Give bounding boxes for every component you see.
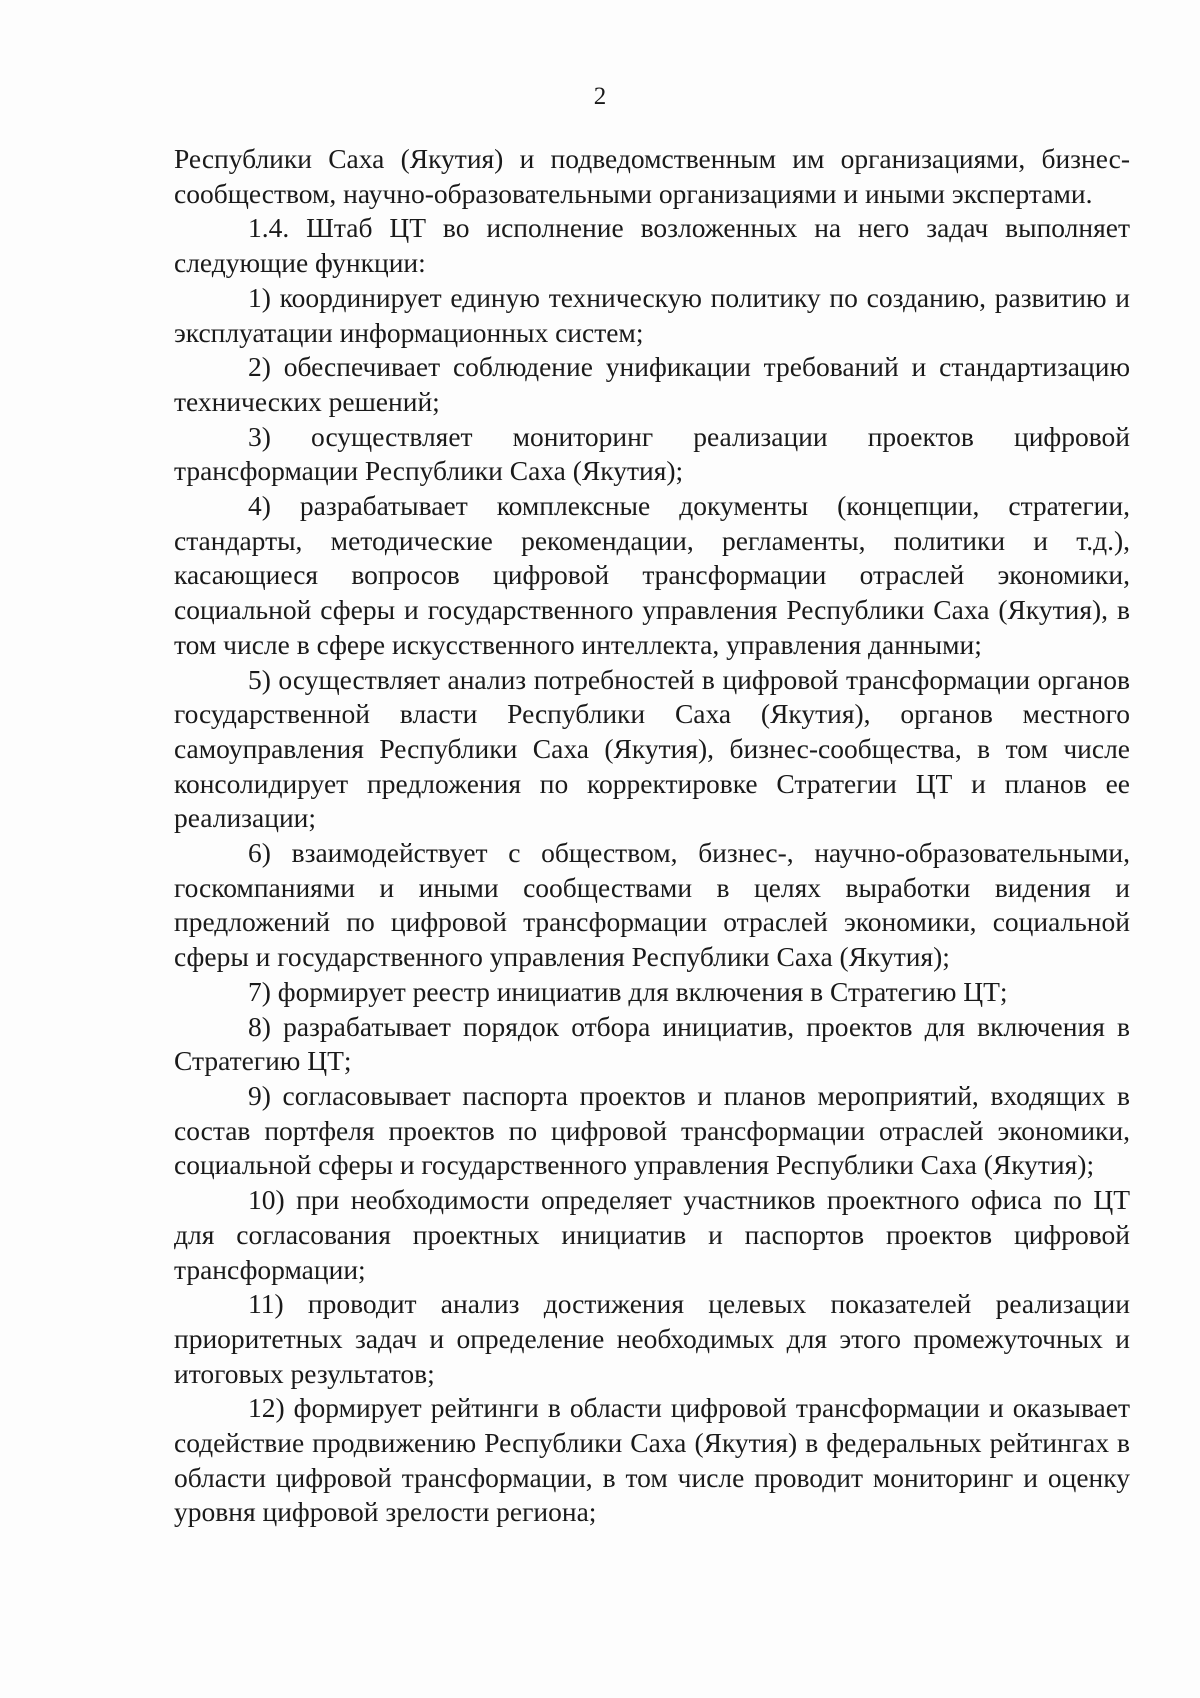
list-item-3: 3) осуществляет мониторинг реализации проектов цифровой трансформации Республики Саха (Якутия);	[174, 420, 1130, 487]
list-item-6: 6) взаимодействует с обществом, бизнес-, научно-образовательными, госкомпаниями и иными сообществами в целях выработки видения и предложений по цифровой трансформации отраслей экономики, социальной сферы и государственного управления Республики Саха (Якутия);	[174, 837, 1130, 973]
paragraph-continuation: Республики Саха (Якутия) и подведомственным им организациями, бизнес-сообществом, научно-образовательными организациями и иными экспертами.	[174, 143, 1130, 209]
list-item-4: 4) разрабатывает комплексные документы (концепции, стратегии, стандарты, методические рекомендации, регламенты, политики и т.д.), касающиеся вопросов цифровой трансформации отраслей экономики, социальной сферы и государственного управления Республики Саха (Якутия), в том числе в сфере искусственного интеллекта, управления данными;	[174, 490, 1130, 660]
paragraph-section-1-4: 1.4. Штаб ЦТ во исполнение возложенных на него задач выполняет следующие функции:	[174, 212, 1130, 279]
list-item-7: 7) формирует реестр инициатив для включения в Стратегию ЦТ;	[248, 975, 1008, 1007]
list-item-1: 1) координирует единую техническую политику по созданию, развитию и эксплуатации информационных систем;	[174, 281, 1130, 348]
list-item-10: 10) при необходимости определяет участников проектного офиса по ЦТ для согласования проектных инициатив и паспортов проектов цифровой трансформации;	[174, 1184, 1130, 1285]
list-item-5: 5) осуществляет анализ потребностей в цифровой трансформации органов государственной власти Республики Саха (Якутия), органов местного самоуправления Республики Саха (Якутия), бизнес-сообщества, в том числе консолидирует предложения по корректировке Стратегии ЦТ и планов ее реализации;	[174, 663, 1130, 834]
list-item-12: 12) формирует рейтинги в области цифровой трансформации и оказывает содействие продвижению Республики Саха (Якутия) в федеральных рейтингах в области цифровой трансформации, в том числе проводит мониторинг и оценку уровня цифровой зрелости региона;	[174, 1392, 1130, 1528]
document-body	[174, 142, 1130, 1530]
list-item-9: 9) согласовывает паспорта проектов и планов мероприятий, входящих в состав портфеля проектов по цифровой трансформации отраслей экономики, социальной сферы и государственного управления Республики Саха (Якутия);	[174, 1079, 1130, 1181]
list-item-8: 8) разрабатывает порядок отбора инициатив, проектов для включения в Стратегию ЦТ;	[174, 1010, 1130, 1077]
list-item-2: 2) обеспечивает соблюдение унификации требований и стандартизацию технических решений;	[174, 351, 1130, 417]
page-number: 2	[593, 83, 607, 110]
list-item-11: 11) проводит анализ достижения целевых показателей реализации приоритетных задач и определение необходимых для этого промежуточных и итоговых результатов;	[174, 1288, 1130, 1389]
